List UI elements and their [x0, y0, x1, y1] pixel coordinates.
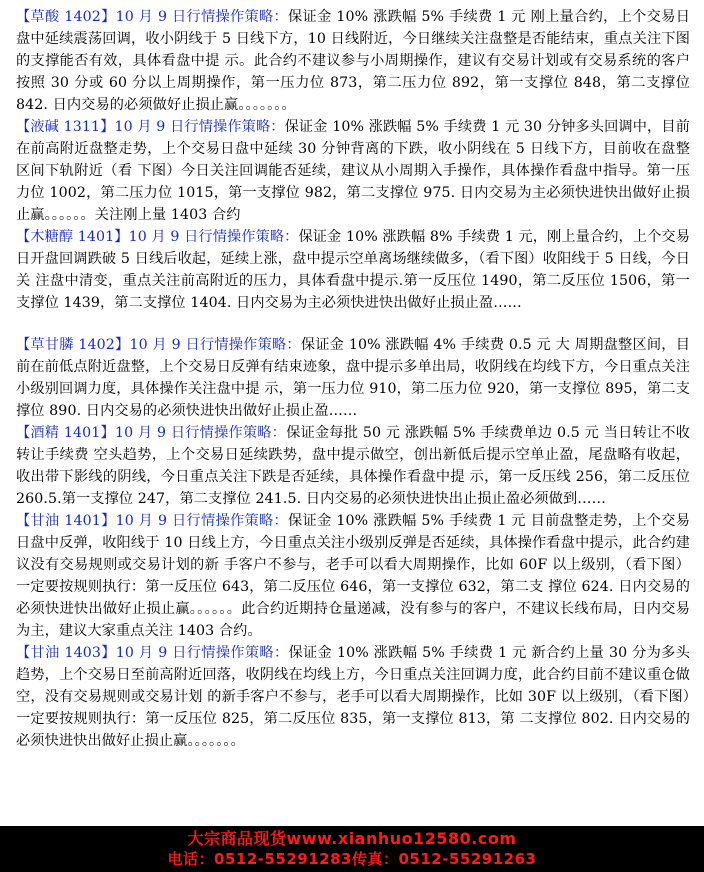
paragraph-header: 【草甘膦 1402】10 月 9 日行情操作策略： [16, 337, 301, 353]
strategy-paragraph-glycerin-1401 [16, 510, 690, 642]
paragraph-body: 保证金 10% 涨跌幅 5% 手续费 1 元 刚上量合约，上个交易日盘中延续震荡回调，收小阴线于 5 日线下方，10 日线附近，今日继续关注盘整是否能结束，重点关注下图的支撑能否有效，具体看盘中提 示。此合约不建议参与小周期操作，建议有交易计划或有交易系统的客户按照 30 分或 60 分以上周期操作，第一压力位 873，第二压力位 892，第一支撑位 848，第二支撑位 842. 日内交易的必须做好止损止赢。。。。。。。 [16, 9, 690, 113]
paragraph-body: 保证金每批 50 元 涨跌幅 5% 手续费单边 0.5 元 当日转让不收转让手续费 空头趋势，上个交易日延续跌势，盘中提示做空，创出新低后提示空单止盈，尾盘略有收起，收出带下影线的阴线，今日重点关注下跌是否延续，具体操作看盘中提 示，第一反压线 256，第二反压位 260.5.第一支撑位 247，第二支撑位 241.5. 日内交易的必须快进快出止损止盈必须做到…… [16, 425, 690, 507]
paragraph-body: 保证金 10% 涨跌幅 4% 手续费 0.5 元 大 周期盘整区间，目前在前低点附近盘整，上个交易日反弹有结束迹象，盘中提示多单出局，收阴线在均线下方，今日重点关注小级别回调力度，具体操作关注盘中提 示，第一压力位 910，第二压力位 920，第一支撑位 895，第二支撑位 890. 日内交易的必须快进快出做好止损止盈…… [16, 337, 690, 419]
paragraph-header: 【草酸 1402】10 月 9 日行情操作策略： [16, 9, 289, 25]
paragraph-body: 保证金 10% 涨跌幅 5% 手续费 1 元 30 分钟多头回调中，目前在前高附近盘整走势，上个交易日盘中延续 30 分钟背离的下跌，收小阴线在 5 日线下方，目前收在盘整区间下轨附近（看 下图）今日关注回调能否延续，建议从小周期入手操作，具体操作看盘中指导。第一压力位 1002，第二压力位 1015，第一支撑位 982，第二支撑位 975. 日内交易为主必须快进快出做好止损止赢。。。。。。关注刚上量 1403 合约 [16, 119, 690, 223]
strategy-paragraph-glyphosate-1402 [16, 334, 690, 422]
paragraph-header: 【酒精 1401】10 月 9 日行情操作策略： [16, 425, 287, 441]
paragraph-body: 保证金 10% 涨跌幅 8% 手续费 1 元，刚上量合约，上个交易日开盘回调跌破 5 日线后收起，延续上涨，盘中提示空单离场继续做多，（看下图）收阳线于 5 日线，今日关 注盘中清变，重点关注前高附近的压力，具体看盘中提示.第一反压位 1490，第二反压位 1506，第一支撑位 1439，第二支撑位 1404. 日内交易为主必须快进快出做好止损止盈…… [16, 229, 690, 311]
paragraph-header: 【液碱 1311】10 月 9 日行情操作策略： [16, 119, 285, 135]
strategy-paragraph-oxalic-1402 [16, 6, 690, 116]
strategy-paragraph-glycerin-1403 [16, 642, 690, 752]
paragraph-header: 【甘油 1403】10 月 9 日行情操作策略： [16, 645, 289, 661]
strategy-paragraph-xylitol-1401 [16, 226, 690, 314]
footer-banner [0, 826, 704, 872]
paragraph-header: 【木糖醇 1401】10 月 9 日行情操作策略： [16, 229, 299, 245]
paragraph-body: 保证金 10% 涨跌幅 5% 手续费 1 元 目前盘整走势，上个交易日盘中反弹，收阳线于 10 日线上方，今日重点关注小级别反弹是否延续，具体操作看盘中提示，此合约建议没有交易规则或交易计划的新 手客户不参与，老手可以看大周期操作，比如 60F 以上级别，（看下图）一定要按规则执行：第一反压位 643，第二反压位 646，第一支撑位 632，第二支 撑位 624. 日内交易的必须快进快出做好止损止赢。。。。。。此合约近期持仓量递减，没有参与的客户，不建议长线布局，日内交易为主，建议大家重点关注 1403 合约。 [16, 513, 690, 639]
footer-contact: 电话：0512-55291283传真：0512-55291263 [167, 850, 537, 868]
strategy-paragraph-alcohol-1401 [16, 422, 690, 510]
strategy-paragraph-caustic-soda-1311 [16, 116, 690, 226]
footer-website: 大宗商品现货www.xianhuo12580.com [187, 829, 517, 848]
paragraph-body: 保证金 10% 涨跌幅 5% 手续费 1 元 新合约上量 30 分为多头趋势，上个交易日至前高附近回落，收阴线在均线上方，今日重点关注回调力度，此合约目前不建议重仓做空，没有交易规则或交易计划 的新手客户不参与，老手可以看大周期操作，比如 30F 以上级别，（看下图）一定要按规则执行：第一反压位 825，第二反压位 835，第一支撑位 813，第 二支撑位 802. 日内交易的必须快进快出做好止损止赢。。。。。。。 [16, 645, 690, 749]
paragraph-header: 【甘油 1401】10 月 9 日行情操作策略： [16, 513, 289, 529]
